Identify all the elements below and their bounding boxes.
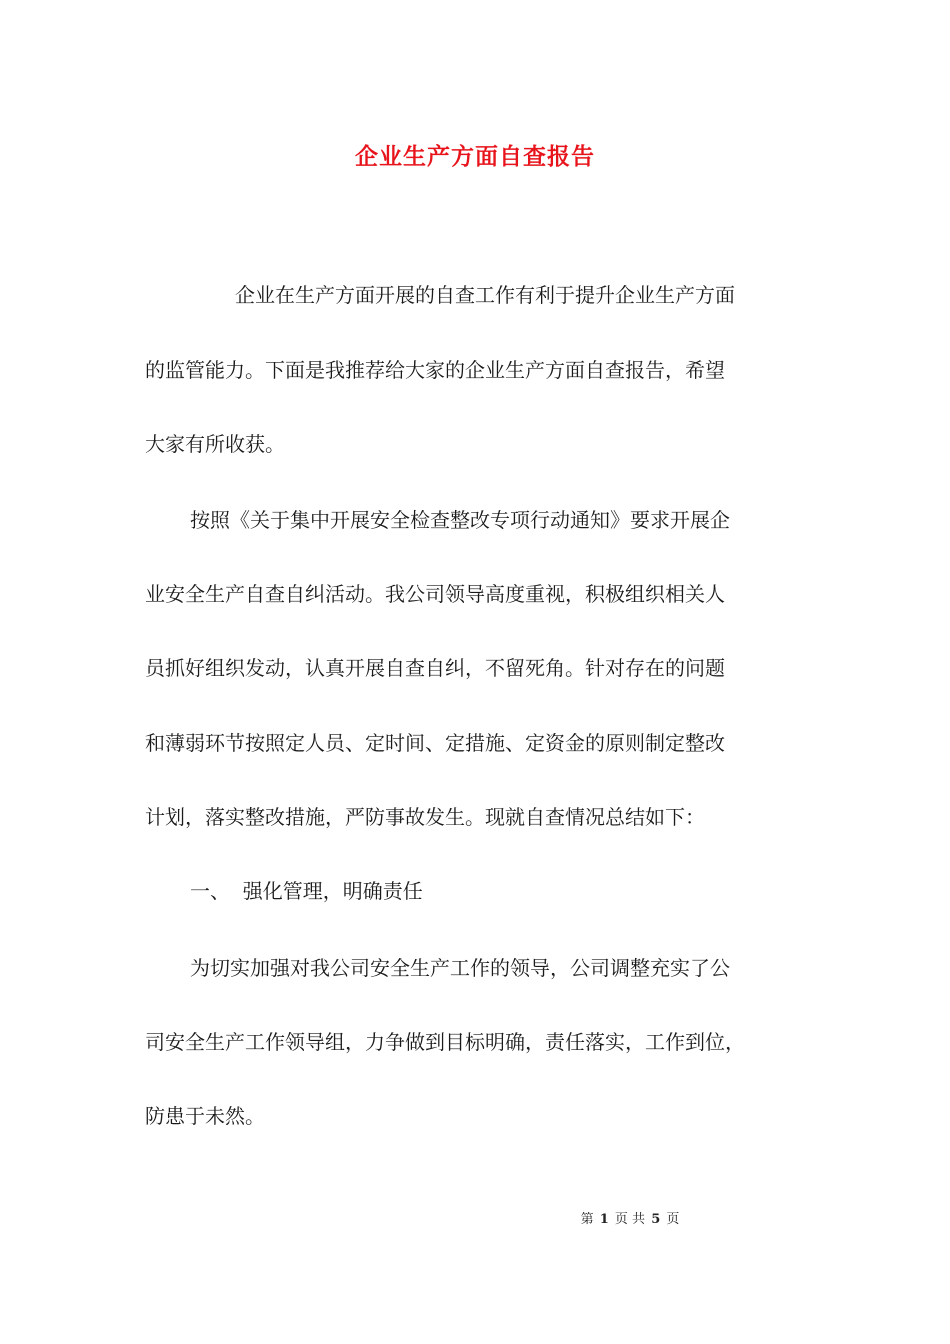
footer-total-pages: 5 — [651, 1212, 661, 1227]
section-heading-1: 一、 强化管理，明确责任 — [190, 879, 423, 903]
document-title: 企业生产方面自查报告 — [355, 143, 595, 170]
body-line-10: 为切实加强对我公司安全生产工作的领导，公司调整充实了公 — [190, 956, 730, 980]
body-line-3: 大家有所收获。 — [145, 432, 285, 456]
body-line-5: 业安全生产自查自纠活动。我公司领导高度重视，积极组织相关人 — [145, 582, 725, 606]
body-line-4: 按照《关于集中开展安全检查整改专项行动通知》要求开展企 — [190, 508, 730, 532]
body-line-8: 计划，落实整改措施，严防事故发生。现就自查情况总结如下： — [145, 805, 705, 829]
body-line-2: 的监管能力。下面是我推荐给大家的企业生产方面自查报告，希望 — [145, 358, 725, 382]
body-line-12: 防患于未然。 — [145, 1104, 265, 1128]
footer-current-page: 1 — [599, 1212, 609, 1227]
footer-suffix: 页 — [666, 1212, 680, 1227]
body-line-6: 员抓好组织发动，认真开展自查自纠，不留死角。针对存在的问题 — [145, 656, 725, 680]
body-line-11: 司安全生产工作领导组，力争做到目标明确，责任落实，工作到位， — [145, 1030, 745, 1054]
footer-prefix: 第 — [580, 1212, 594, 1227]
footer-middle: 页 共 — [614, 1212, 646, 1227]
body-line-1: 企业在生产方面开展的自查工作有利于提升企业生产方面 — [235, 283, 735, 307]
page-footer — [0, 1208, 950, 1227]
body-line-7: 和薄弱环节按照定人员、定时间、定措施、定资金的原则制定整改 — [145, 731, 725, 755]
